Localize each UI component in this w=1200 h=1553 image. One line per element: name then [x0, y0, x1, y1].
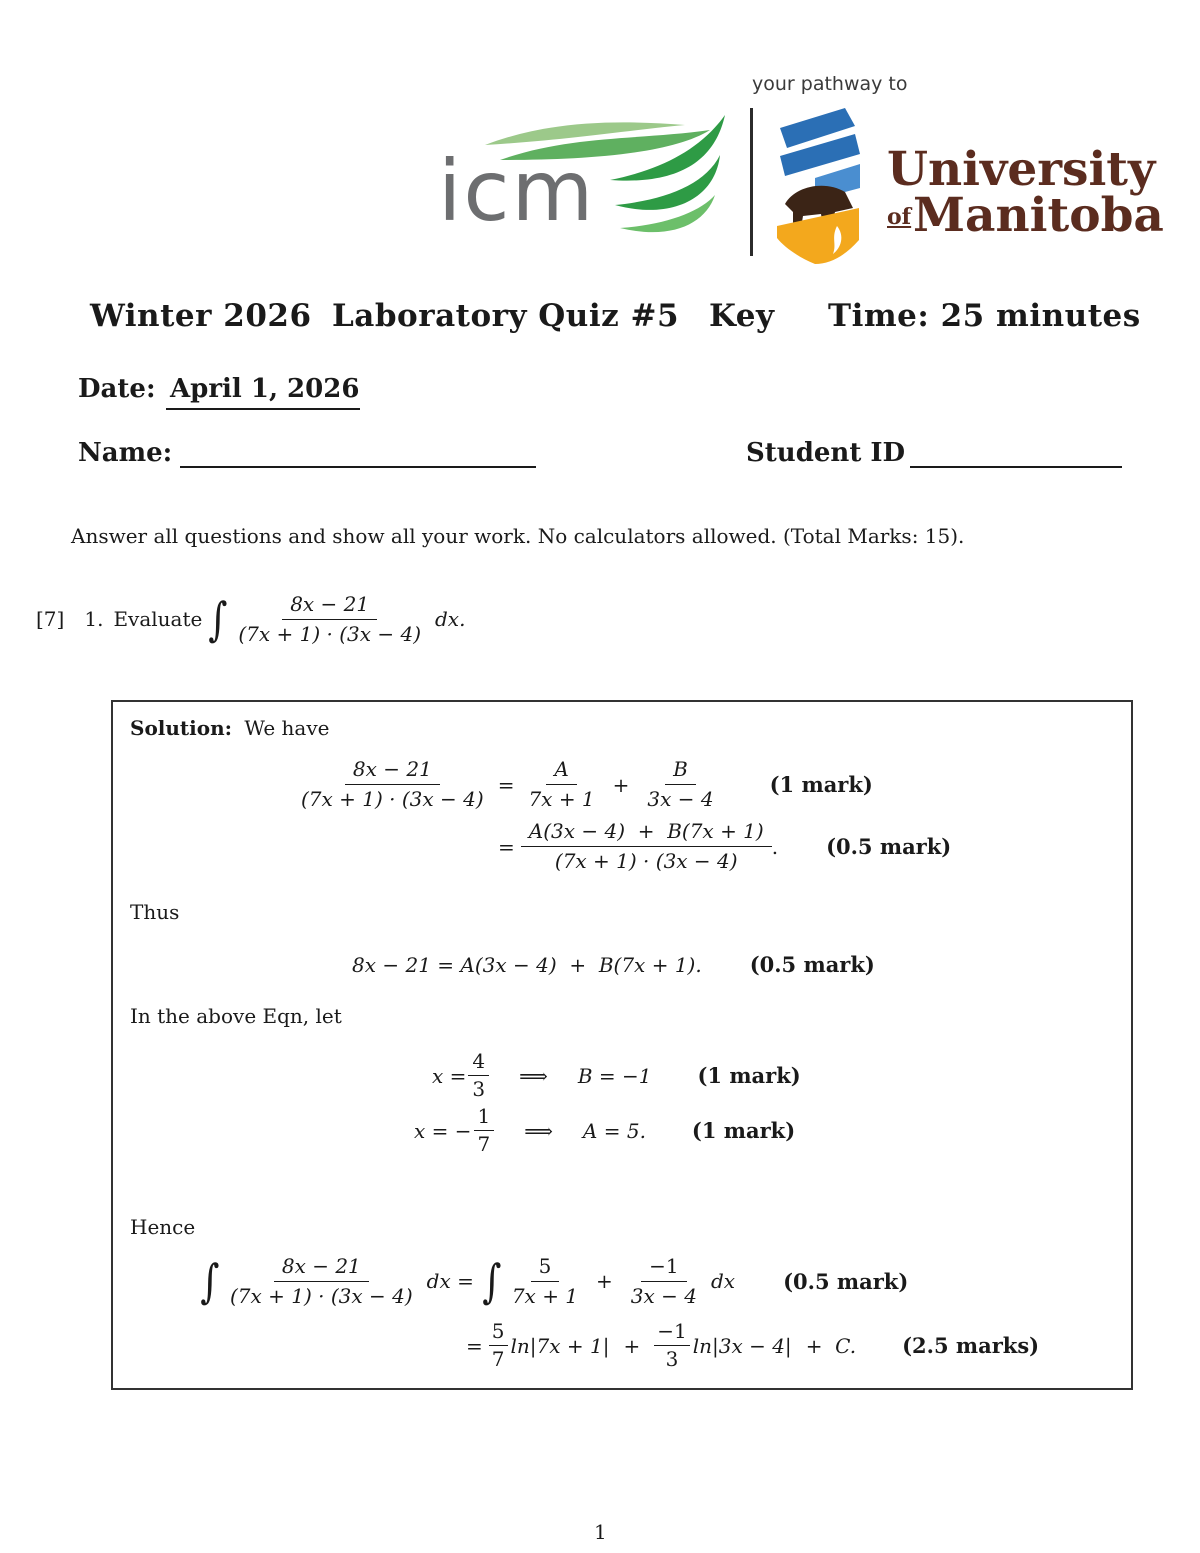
- eq2-period: .: [771, 834, 779, 859]
- final-c2-num: −1: [654, 1320, 689, 1346]
- int-plus: +: [596, 1269, 613, 1293]
- student-id-label: Student ID: [746, 438, 906, 468]
- solution-intro-text: We have: [244, 716, 330, 740]
- name-label: Name:: [78, 438, 173, 468]
- int-r1-den: 7x + 1: [511, 1283, 579, 1308]
- integral-sign-icon: ∫: [208, 592, 228, 646]
- final-mark: (2.5 marks): [902, 1333, 1040, 1358]
- sub1-lhs: x =: [432, 1063, 467, 1088]
- thus-text: Thus: [130, 900, 180, 924]
- eq2-equals: =: [498, 834, 515, 859]
- int-r2-den: 3x − 4: [630, 1283, 697, 1308]
- eq2-mark: (0.5 mark): [826, 834, 952, 859]
- int-r2-fraction: [623, 1255, 705, 1308]
- time-label: Time: 25 minutes: [828, 298, 1141, 334]
- page-number: 1: [594, 1520, 607, 1544]
- eq1-b-fraction: [639, 758, 721, 811]
- integral-equation: [198, 1254, 908, 1308]
- eq1-equals: =: [497, 772, 515, 797]
- sub2-fraction: [474, 1105, 495, 1156]
- sub1-implies: ⟹: [519, 1063, 548, 1088]
- int-r1-num: 5: [531, 1255, 560, 1282]
- logo-divider: [750, 108, 753, 256]
- equation-3: [352, 952, 875, 977]
- sub1-num: 4: [468, 1050, 489, 1076]
- int-lhs-den: (7x + 1) · (3x − 4): [229, 1283, 413, 1308]
- question-1-numerator: 8x − 21: [282, 593, 377, 620]
- question-1: [36, 592, 465, 646]
- sub2-num: 1: [474, 1105, 495, 1131]
- eq1-a-fraction: [520, 758, 602, 811]
- question-1-number: 1.: [84, 607, 104, 631]
- sub1-result: B = −1: [577, 1063, 652, 1088]
- final-tail: + C.: [805, 1333, 857, 1358]
- integral-sign-icon: ∫: [482, 1254, 502, 1308]
- date-value: April 1, 2026: [170, 374, 360, 404]
- final-c2-fraction: [654, 1320, 689, 1371]
- solution-intro: [130, 716, 329, 740]
- integral-sign-icon: ∫: [200, 1254, 220, 1308]
- eq2-fraction: [521, 820, 772, 873]
- final-ln1: ln|7x + 1|: [510, 1333, 610, 1358]
- eq1-a-den: 7x + 1: [528, 787, 595, 811]
- eq1-lhs-num: 8x − 21: [345, 758, 440, 785]
- int-lhs-num: 8x − 21: [274, 1255, 369, 1282]
- eq1-a-num: A: [546, 758, 576, 785]
- term-title: Winter 2026: [90, 298, 312, 334]
- um-manitoba: Manitoba: [913, 188, 1164, 243]
- int-r1-fraction: [504, 1255, 586, 1308]
- sub1-mark: (1 mark): [697, 1063, 801, 1088]
- solution-label: Solution:: [130, 716, 233, 740]
- final-equals: =: [466, 1333, 483, 1358]
- int-mark: (0.5 mark): [783, 1268, 909, 1294]
- substitution-1: [432, 1050, 801, 1101]
- key-label: Key: [709, 298, 775, 334]
- question-1-dx: dx.: [435, 607, 466, 631]
- final-c1-num: 5: [489, 1320, 508, 1346]
- quiz-title: Laboratory Quiz #5: [332, 298, 680, 334]
- eq1-mark: (1 mark): [769, 772, 873, 797]
- eq1-b-den: 3x − 4: [647, 787, 714, 811]
- final-ln2: ln|3x − 4|: [692, 1333, 792, 1358]
- int-lhs-fraction: [222, 1255, 421, 1308]
- int-r2-num: −1: [641, 1255, 686, 1282]
- equation-1: [293, 758, 873, 811]
- instructions: Answer all questions and show all your work. No calculators allowed. (Total Marks: 15).: [71, 524, 965, 548]
- let-text: In the above Eqn, let: [130, 1004, 342, 1028]
- int-dx: dx: [711, 1269, 736, 1293]
- icm-wordmark: icm: [438, 142, 596, 240]
- int-dx-equals: dx =: [426, 1269, 474, 1293]
- eq1-b-num: B: [665, 758, 696, 785]
- eq1-lhs-den: (7x + 1) · (3x − 4): [301, 787, 484, 811]
- eq2-den: (7x + 1) · (3x − 4): [554, 849, 738, 873]
- substitution-2: [414, 1105, 795, 1156]
- name-field[interactable]: [180, 436, 536, 468]
- date-label: Date:: [78, 374, 156, 404]
- sub1-fraction: [468, 1050, 489, 1101]
- eq3-mark: (0.5 mark): [749, 952, 875, 977]
- final-plus: +: [623, 1333, 641, 1358]
- sub2-implies: ⟹: [524, 1118, 553, 1143]
- sub2-result: A = 5.: [582, 1118, 646, 1143]
- sub2-lhs: x = −: [414, 1118, 472, 1143]
- eq1-plus: +: [612, 772, 630, 797]
- logo-tagline: your pathway to: [752, 73, 908, 95]
- question-1-denominator: (7x + 1) · (3x − 4): [238, 621, 421, 646]
- student-id-field[interactable]: [910, 436, 1122, 468]
- date-underline: [166, 374, 360, 410]
- hence-text: Hence: [130, 1215, 196, 1239]
- final-c2-den: 3: [665, 1347, 679, 1371]
- um-of: of: [887, 204, 912, 230]
- um-university: University: [887, 142, 1156, 197]
- sub2-mark: (1 mark): [691, 1118, 796, 1143]
- final-c1-fraction: [489, 1320, 508, 1371]
- eq1-lhs-fraction: [293, 758, 492, 811]
- sub2-den: 7: [477, 1132, 491, 1156]
- um-crest-icon: [775, 108, 865, 266]
- question-1-fraction: [230, 593, 429, 646]
- question-1-marks: [7]: [36, 607, 65, 631]
- final-c1-den: 7: [491, 1347, 505, 1371]
- question-1-prompt: Evaluate: [113, 607, 203, 631]
- equation-2: [498, 820, 951, 873]
- icm-logo: [430, 100, 730, 250]
- eq3-text: 8x − 21 = A(3x − 4) + B(7x + 1).: [352, 952, 702, 977]
- final-answer: [466, 1320, 1039, 1371]
- eq2-num: A(3x − 4) + B(7x + 1): [521, 820, 772, 847]
- sub1-den: 3: [472, 1077, 486, 1101]
- um-logo: [775, 108, 1164, 268]
